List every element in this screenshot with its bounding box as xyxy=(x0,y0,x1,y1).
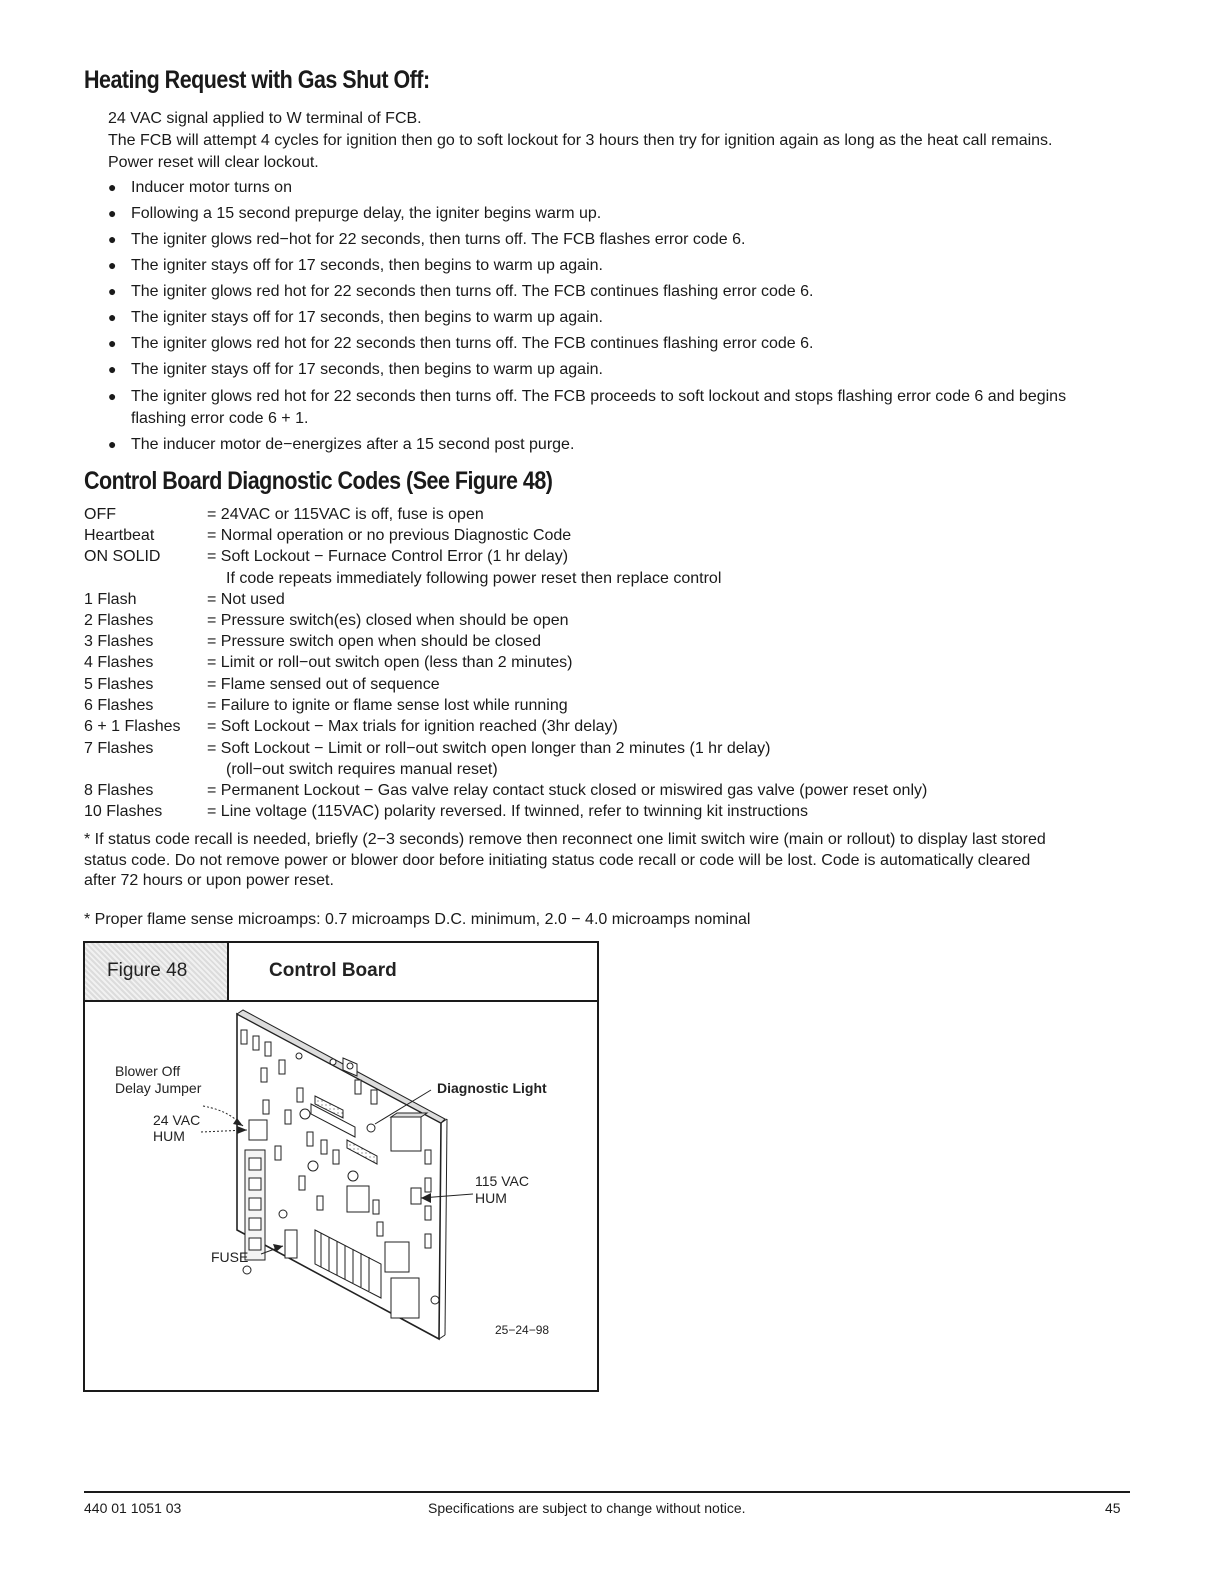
code-label: 5 Flashes xyxy=(84,676,154,693)
bullet-icon: ● xyxy=(108,231,117,247)
bullet-icon: ● xyxy=(108,388,117,404)
flame-sense-note: * Proper flame sense microamps: 0.7 microamps D.C. minimum, 2.0 − 4.0 microamps nominal xyxy=(84,911,751,928)
code-desc: = Limit or roll−out switch open (less than 2 minutes) xyxy=(207,654,573,671)
code-label: 1 Flash xyxy=(84,591,137,608)
code-desc: = Pressure switch open when should be closed xyxy=(207,633,541,650)
code-desc: = Failure to ignite or flame sense lost while running xyxy=(207,697,568,714)
code-desc: = Not used xyxy=(207,591,285,608)
code-label: 3 Flashes xyxy=(84,633,154,650)
control-board-diagram xyxy=(85,1000,597,1390)
footer-notice: Specifications are subject to change without notice. xyxy=(428,1500,746,1516)
figure-number-cell xyxy=(85,943,229,1000)
diagnostic-led xyxy=(367,1124,375,1132)
code-desc: = Permanent Lockout − Gas valve relay contact stuck closed or miswired gas valve (power reset only) xyxy=(207,782,928,799)
hum-24vac-terminal xyxy=(249,1120,267,1140)
figure-number: Figure 48 xyxy=(107,960,188,981)
code-desc: = Pressure switch(es) closed when should be open xyxy=(207,612,569,629)
fuse xyxy=(285,1230,297,1258)
label-24vac-hum: HUM xyxy=(153,1128,185,1144)
code-desc-extra: (roll−out switch requires manual reset) xyxy=(226,761,498,778)
code-label: 2 Flashes xyxy=(84,612,154,629)
label-blower-off: Blower Off xyxy=(115,1063,181,1079)
intro-line-3: Power reset will clear lockout. xyxy=(108,154,319,171)
label-delay-jumper: Delay Jumper xyxy=(115,1080,202,1096)
bullet-icon: ● xyxy=(108,205,117,221)
figure-code: 25−24−98 xyxy=(495,1323,550,1337)
code-label: 6 + 1 Flashes xyxy=(84,718,181,735)
code-desc-extra: If code repeats immediately following power reset then replace control xyxy=(226,570,722,587)
label-fuse: FUSE xyxy=(211,1249,249,1265)
code-label: ON SOLID xyxy=(84,548,161,565)
code-label: 8 Flashes xyxy=(84,782,154,799)
code-desc: = 24VAC or 115VAC is off, fuse is open xyxy=(207,506,484,523)
figure-header xyxy=(85,943,597,1002)
bullet-icon: ● xyxy=(108,179,117,195)
bullet-icon: ● xyxy=(108,361,117,377)
bullet-icon: ● xyxy=(108,309,117,325)
intro-line-2: The FCB will attempt 4 cycles for ignition then go to soft lockout for 3 hours then try for ignition again as long as the heat call remains. xyxy=(108,132,1053,149)
code-label: 6 Flashes xyxy=(84,697,154,714)
label-115vac-hum: HUM xyxy=(475,1190,507,1206)
status-recall-note: after 72 hours or upon power reset. xyxy=(84,872,334,889)
status-recall-note: status code. Do not remove power or blower door before initiating status code recall or code will be lost. Code is automatically cleared xyxy=(84,852,1031,869)
intro-line-1: 24 VAC signal applied to W terminal of FCB. xyxy=(108,110,422,127)
bullet-icon: ● xyxy=(108,283,117,299)
code-label: Heartbeat xyxy=(84,527,155,544)
heading-gas-shut-off: Heating Request with Gas Shut Off: xyxy=(84,66,430,94)
code-label: OFF xyxy=(84,506,116,523)
code-label: 7 Flashes xyxy=(84,740,154,757)
code-desc: = Line voltage (115VAC) polarity reversed. If twinned, refer to twinning kit instructions xyxy=(207,803,809,820)
figure-48 xyxy=(83,941,599,1392)
heading-diagnostic-codes: Control Board Diagnostic Codes (See Figure 48) xyxy=(84,467,553,495)
page-number: 45 xyxy=(1105,1500,1121,1516)
code-desc: = Soft Lockout − Limit or roll−out switch open longer than 2 minutes (1 hr delay) xyxy=(207,740,771,757)
bullet-icon: ● xyxy=(108,335,117,351)
code-desc: = Soft Lockout − Max trials for ignition reached (3hr delay) xyxy=(207,718,618,735)
terminal-block xyxy=(245,1150,265,1260)
status-recall-note: * If status code recall is needed, briefly (2−3 seconds) remove then reconnect one limit switch wire (main or rollout) to display last stored xyxy=(84,831,1046,848)
code-label: 10 Flashes xyxy=(84,803,163,820)
figure-title: Control Board xyxy=(269,960,397,981)
list-item-continuation: flashing error code 6 + 1. xyxy=(131,410,309,427)
hum-115vac-terminal xyxy=(411,1188,421,1204)
label-24vac: 24 VAC xyxy=(153,1112,201,1128)
doc-number: 440 01 1051 03 xyxy=(84,1500,182,1516)
label-115vac: 115 VAC xyxy=(475,1173,529,1189)
bullet-icon: ● xyxy=(108,257,117,273)
code-desc: = Normal operation or no previous Diagnostic Code xyxy=(207,527,572,544)
code-label: 4 Flashes xyxy=(84,654,154,671)
bullet-icon: ● xyxy=(108,436,117,452)
code-desc: = Flame sensed out of sequence xyxy=(207,676,440,693)
footer-rule xyxy=(84,1491,1130,1493)
code-desc: = Soft Lockout − Furnace Control Error (1 hr delay) xyxy=(207,548,569,565)
label-diagnostic-light: Diagnostic Light xyxy=(437,1080,547,1096)
